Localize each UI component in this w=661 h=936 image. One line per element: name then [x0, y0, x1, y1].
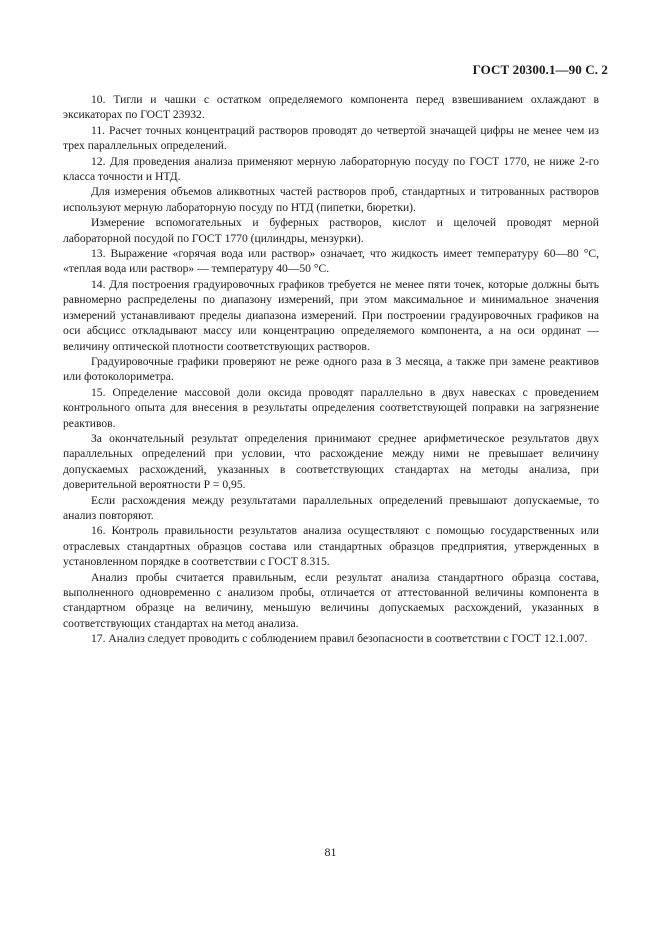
paragraph-17: 17. Анализ следует проводить с соблюдением правил безопасности в соответствии с ГОСТ 12.1.007.	[91, 632, 588, 646]
paragraph-15-repeat: Если расхождения между результатами параллельных определений превышают допускаемые, то анализ повторяют.	[63, 493, 599, 522]
paragraph-10: 10. Тигли и чашки с остатком определяемого компонента перед взвешиванием охлаждают в эксикаторах по ГОСТ 23932.	[63, 93, 599, 122]
paragraph-14-check: Градуировочные графики проверяют не реже одного раза в 3 месяца, а также при замене реактивов или фотоколориметра.	[63, 354, 599, 384]
paragraph-15-result: За окончательный результат определения принимают среднее арифметическое результатов двух параллельных определений при условии, что расхождение между ними не превышает величину допускаемых расхождений, указанных в соответствующих стандартах на методы анализа, при доверительной вероятности Р = 0,95.	[63, 431, 599, 492]
body-text	[63, 92, 599, 647]
paragraph-11: 11. Расчет точных концентраций растворов проводят до четвертой значащей цифры не менее чем из трех параллельных определений.	[63, 123, 599, 153]
page-header: ГОСТ 20300.1—90 С. 2	[472, 62, 608, 77]
paragraph-15: 15. Определение массовой доли оксида проводят параллельно в двух навесках с проведением контрольного опыта для внесения в результаты определения соответствующей поправки на загрязнение реактивов.	[63, 385, 599, 430]
page-number: 81	[324, 845, 337, 859]
paragraph-14: 14. Для построения градуировочных графиков требуется не менее пяти точек, которые должны быть равномерно распределены по диапазону измерений, при этом максимальное и минимальное значения измерений устанавливают пределы диапазона измерений. При построении градуировочных графиков на оси абсцисс откладывают массу или концентрацию определяемого компонента, а на оси ординат — величину оптической плотности соответствующих растворов.	[63, 277, 599, 353]
paragraph-13: 13. Выражение «горячая вода или раствор» означает, что жидкость имеет температуру 60—80 °С, «теплая вода или раствор» — температуру 40—50 °С.	[63, 247, 599, 276]
paragraph-16-correct: Анализ пробы считается правильным, если результат анализа стандартного образца состава, выполненного одновременно с анализом пробы, отличается от аттестованной величины компонента в стандартном образце на величину, меньшую величины допускаемых расхождений, указанных в соответствующих стандартах на метод анализа.	[63, 570, 599, 630]
paragraph-12-auxiliary: Измерение вспомогательных и буферных растворов, кислот и щелочей проводят мерной лабораторной посудой по ГОСТ 1770 (цилиндры, мензурки).	[63, 216, 599, 245]
paragraph-16: 16. Контроль правильности результатов анализа осуществляют с помощью государственных или отраслевых стандартных образцов состава или стандартных образцов предприятия, утвержденных в установленном порядке в соответствии с ГОСТ 8.315.	[63, 524, 599, 569]
paragraph-12: 12. Для проведения анализа применяют мерную лабораторную посуду по ГОСТ 1770, не ниже 2-го класса точности и НТД.	[63, 154, 599, 184]
paragraph-12-aliquot: Для измерения объемов аликвотных частей растворов проб, стандартных и титрованных растворов используют мерную лабораторную посуду по НТД (пипетки, бюретки).	[63, 185, 599, 214]
